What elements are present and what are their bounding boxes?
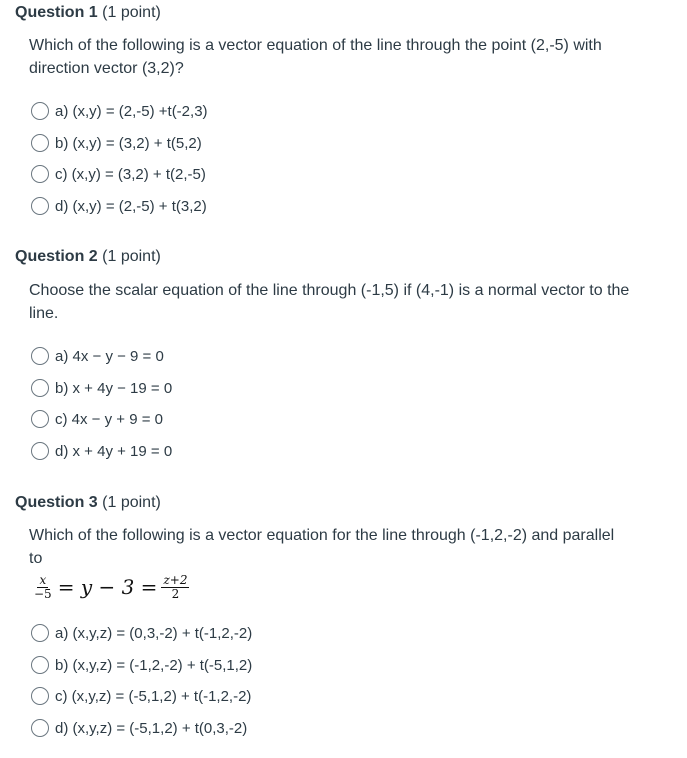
question-1-option-a[interactable]	[31, 100, 208, 122]
question-2-text-line-1: Choose the scalar equation of the line through (-1,5) if (4,-1) is a normal vector to the	[29, 282, 630, 299]
question-3-text-line-2: to	[29, 550, 43, 567]
question-1-text-line-1: Which of the following is a vector equation of the line through the point (2,-5) with	[29, 37, 602, 54]
question-2-points: (1 point)	[102, 248, 161, 265]
question-2-title: Question 2	[15, 248, 98, 265]
option-label[interactable]: b) (x,y,z) = (-1,2,-2) + t(-5,1,2)	[55, 656, 253, 674]
radio-button[interactable]	[31, 134, 49, 152]
question-1-title: Question 1	[15, 4, 98, 21]
fraction-numerator: x	[39, 572, 47, 587]
question-3-option-c[interactable]	[31, 685, 251, 707]
radio-button[interactable]	[31, 410, 49, 428]
question-2-option-c[interactable]	[31, 408, 163, 430]
fraction-denominator: −5	[34, 586, 52, 601]
radio-button[interactable]	[31, 197, 49, 215]
question-2-option-d[interactable]	[31, 440, 172, 462]
question-2-option-a[interactable]	[31, 345, 164, 367]
question-3-option-b[interactable]	[31, 654, 252, 676]
question-2-text-line-2: line.	[29, 305, 59, 322]
question-2-header	[15, 248, 161, 266]
question-3-title: Question 3	[15, 494, 98, 511]
radio-button[interactable]	[31, 687, 49, 705]
question-1-option-d[interactable]	[31, 195, 207, 217]
radio-button[interactable]	[31, 656, 49, 674]
question-1-option-c[interactable]	[31, 163, 206, 185]
fraction-z	[161, 574, 189, 601]
option-label[interactable]: d) x + 4y + 19 = 0	[55, 442, 173, 460]
option-label[interactable]: c) (x,y,z) = (-5,1,2) + t(-1,2,-2)	[55, 687, 252, 705]
option-label[interactable]: d) (x,y,z) = (-5,1,2) + t(0,3,-2)	[55, 719, 248, 737]
option-label[interactable]: b) (x,y) = (3,2) + t(5,2)	[55, 134, 202, 152]
radio-button[interactable]	[31, 165, 49, 183]
question-2-option-b[interactable]	[31, 377, 172, 399]
question-1-text-line-2: direction vector (3,2)?	[29, 60, 184, 77]
fraction-numerator: z+2	[163, 572, 188, 587]
option-label[interactable]: a) (x,y) = (2,-5) +t(-2,3)	[55, 102, 208, 120]
question-3-header	[15, 494, 161, 512]
question-1-header	[15, 4, 161, 22]
question-3-points: (1 point)	[102, 494, 161, 511]
radio-button[interactable]	[31, 102, 49, 120]
question-3-text-line-1: Which of the following is a vector equation for the line through (-1,2,-2) and parallel	[29, 527, 615, 544]
radio-button[interactable]	[31, 347, 49, 365]
option-label[interactable]: d) (x,y) = (2,-5) + t(3,2)	[55, 197, 207, 215]
radio-button[interactable]	[31, 624, 49, 642]
question-1-points: (1 point)	[102, 4, 161, 21]
radio-button[interactable]	[31, 379, 49, 397]
option-label[interactable]: c) 4x − y + 9 = 0	[55, 410, 163, 428]
option-label[interactable]: b) x + 4y − 19 = 0	[55, 379, 173, 397]
question-3-text	[29, 524, 649, 570]
fraction-denominator: 2	[171, 586, 180, 601]
question-1-option-b[interactable]	[31, 132, 202, 154]
fraction-x	[32, 574, 54, 601]
question-3-option-d[interactable]	[31, 717, 247, 739]
option-label[interactable]: c) (x,y) = (3,2) + t(2,-5)	[55, 165, 206, 183]
option-label[interactable]: a) 4x − y − 9 = 0	[55, 347, 164, 365]
radio-button[interactable]	[31, 719, 49, 737]
question-1-text	[29, 34, 649, 80]
radio-button[interactable]	[31, 442, 49, 460]
question-2-text	[29, 279, 649, 325]
symmetric-equation	[30, 570, 191, 604]
question-3-option-a[interactable]	[31, 622, 252, 644]
option-label[interactable]: a) (x,y,z) = (0,3,-2) + t(-1,2,-2)	[55, 624, 253, 642]
equation-middle: = y − 3 =	[57, 575, 158, 599]
